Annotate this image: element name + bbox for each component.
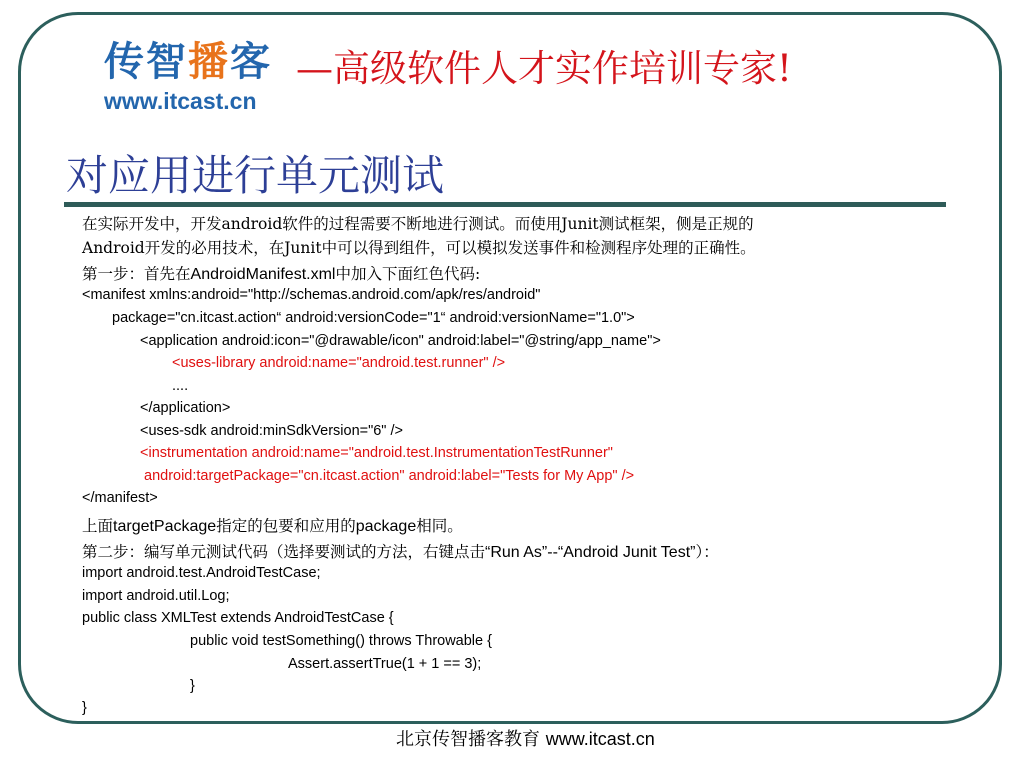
code-line: <manifest xmlns:android="http://schemas.android.com/apk/res/android" (82, 287, 541, 303)
code-line-highlighted: <instrumentation android:name="android.test.InstrumentationTestRunner" (140, 445, 613, 461)
itcast-logo (104, 40, 272, 114)
code-line: </manifest> (82, 490, 158, 506)
code-line: public class XMLTest extends AndroidTestCase { (82, 610, 394, 626)
code-line: import android.test.AndroidTestCase; (82, 565, 321, 581)
package-note: 上面targetPackage指定的包要和应用的package相同。 (82, 517, 463, 535)
code-line-highlighted: <uses-library android:name="android.test.runner" /> (172, 355, 506, 371)
footer-org: 北京传智播客教育 (396, 729, 540, 750)
slogan: —高级软件人才实作培训专家! (296, 47, 792, 90)
footer (396, 725, 655, 751)
step-one-heading: 第一步：首先在AndroidManifest.xml中加入下面红色代码: (82, 265, 481, 283)
code-line-highlighted: android:targetPackage="cn.itcast.action" android:label="Tests for My App" /> (144, 468, 635, 484)
logo-url: www.itcast.cn (104, 88, 257, 114)
code-line: public void testSomething() throws Throwable { (190, 633, 492, 649)
code-line: .... (172, 378, 189, 394)
code-line: } (190, 678, 195, 694)
code-line: import android.util.Log; (82, 588, 230, 604)
slide-title: 对应用进行单元测试 (66, 151, 445, 200)
intro-line-1: 在实际开发中，开发android软件的过程需要不断地进行测试。而使用Junit测试框架，侧是正规的 (82, 215, 754, 233)
code-line: </application> (140, 400, 231, 416)
intro-line-2: Android开发的必用技术，在Junit中可以得到组件，可以模拟发送事件和检测程序处理的正确性。 (82, 239, 756, 257)
logo-chinese-name: 传智播客 (104, 39, 272, 85)
code-line: <uses-sdk android:minSdkVersion="6" /> (140, 423, 403, 439)
code-line: Assert.assertTrue(1 + 1 == 3); (288, 656, 482, 672)
code-line: <application android:icon="@drawable/icon" android:label="@string/app_name"> (140, 333, 661, 349)
code-line: } (82, 700, 87, 716)
footer-url: www.itcast.cn (545, 729, 655, 749)
title-divider (64, 202, 946, 207)
step-two-heading: 第二步：编写单元测试代码（选择要测试的方法，右键点击“Run As”--“Android Junit Test”）： (82, 543, 719, 561)
code-line: package="cn.itcast.action“ android:versionCode="1“ android:versionName="1.0"> (112, 310, 635, 326)
